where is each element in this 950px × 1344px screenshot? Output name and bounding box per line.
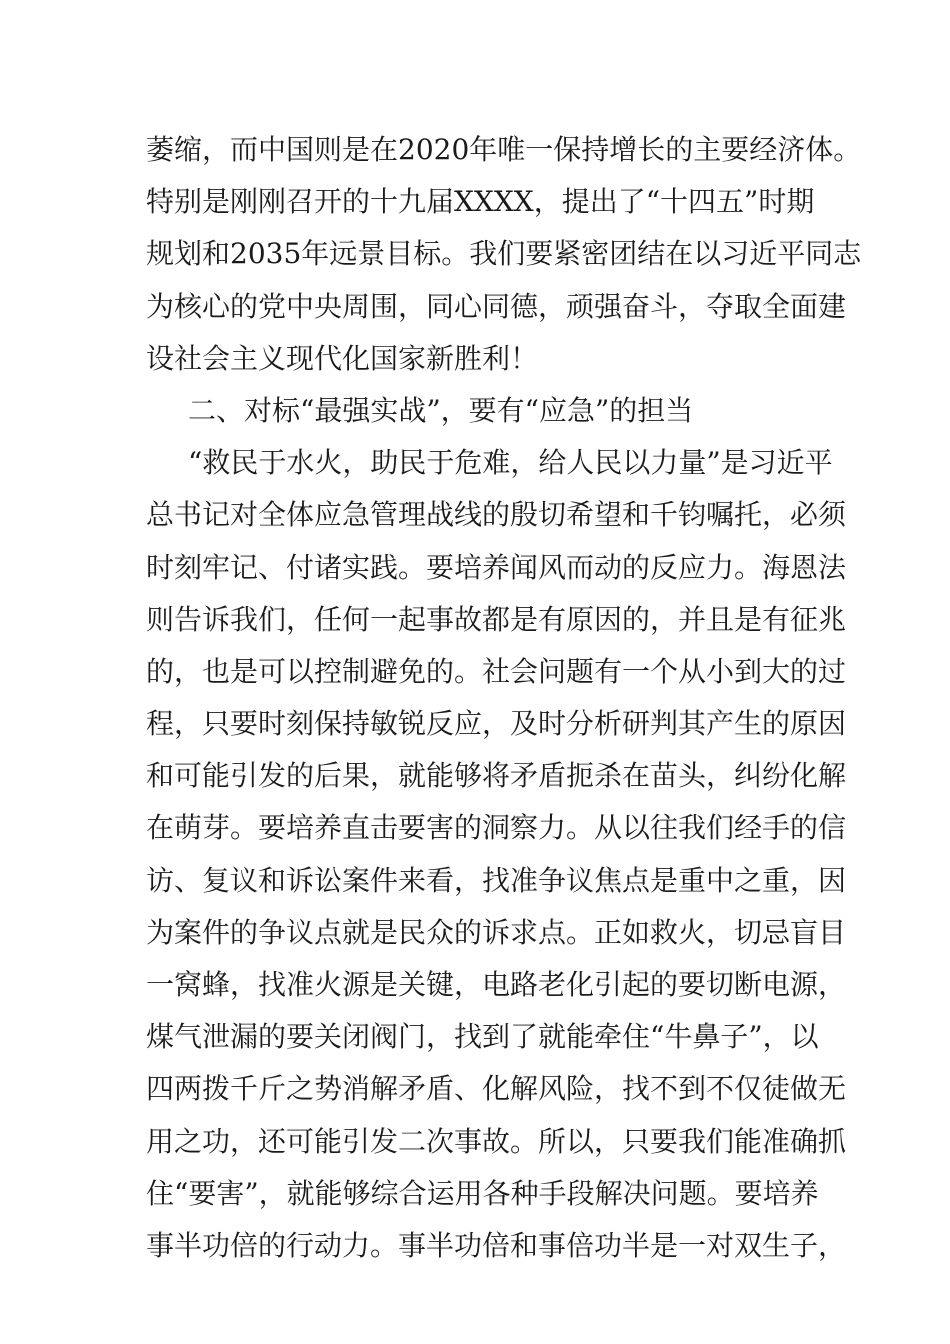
text-line: 煤气泄漏的要关闭阀门，找到了就能牵住“牛鼻子”，以 xyxy=(146,1020,819,1054)
text-line: 用之功，还可能引发二次事故。所以，只要我们能准确抓 xyxy=(146,1124,847,1158)
text-line: 为案件的争议点就是民众的诉求点。正如救火，切忌盲目 xyxy=(146,915,847,949)
text-line: 设社会主义现代化国家新胜利！ xyxy=(146,341,539,375)
text-line: 总书记对全体应急管理战线的殷切希望和千钧嘱托，必须 xyxy=(146,498,847,532)
text-line: 在萌芽。要培养直击要害的洞察力。从以往我们经手的信 xyxy=(146,811,847,845)
text-line: 为核心的党中央周围，同心同德，顽强奋斗，夺取全面建 xyxy=(146,289,847,323)
body-text xyxy=(146,124,862,1272)
section-heading: 二、对标“最强实战”，要有“应急”的担当 xyxy=(188,393,694,427)
text-line: 程，只要时刻保持敏锐反应，及时分析研判其产生的原因 xyxy=(146,707,847,741)
text-line: 访、复议和诉讼案件来看，找准争议焦点是重中之重，因 xyxy=(146,863,847,897)
text-line: 一窝蜂，找准火源是关键，电路老化引起的要切断电源， xyxy=(146,968,847,1001)
text-line: 规划和2035年远景目标。我们要紧密团结在以习近平同志 xyxy=(146,237,862,271)
text-line: 事半功倍的行动力。事半功倍和事倍功半是一对双生子， xyxy=(146,1228,847,1262)
text-line: 四两拨千斤之势消解矛盾、化解风险，找不到不仅徒做无 xyxy=(146,1072,847,1106)
text-line: 萎缩，而中国则是在2020年唯一保持增长的主要经济体。 xyxy=(146,133,862,166)
text-line: 的，也是可以控制避免的。社会问题有一个从小到大的过 xyxy=(146,654,847,688)
text-line: 特别是刚刚召开的十九届XXXX，提出了“十四五”时期 xyxy=(146,185,815,219)
text-line: 时刻牢记、付诸实践。要培养闻风而动的反应力。海恩法 xyxy=(146,550,847,584)
text-line: “救民于水火，助民于危难，给人民以力量”是习近平 xyxy=(188,446,833,480)
text-line: 住“要害”，就能够综合运用各种手段解决问题。要培养 xyxy=(146,1176,819,1210)
text-line: 则告诉我们，任何一起事故都是有原因的，并且是有征兆 xyxy=(146,602,847,636)
text-line: 和可能引发的后果，就能够将矛盾扼杀在苗头，纠纷化解 xyxy=(146,759,847,793)
